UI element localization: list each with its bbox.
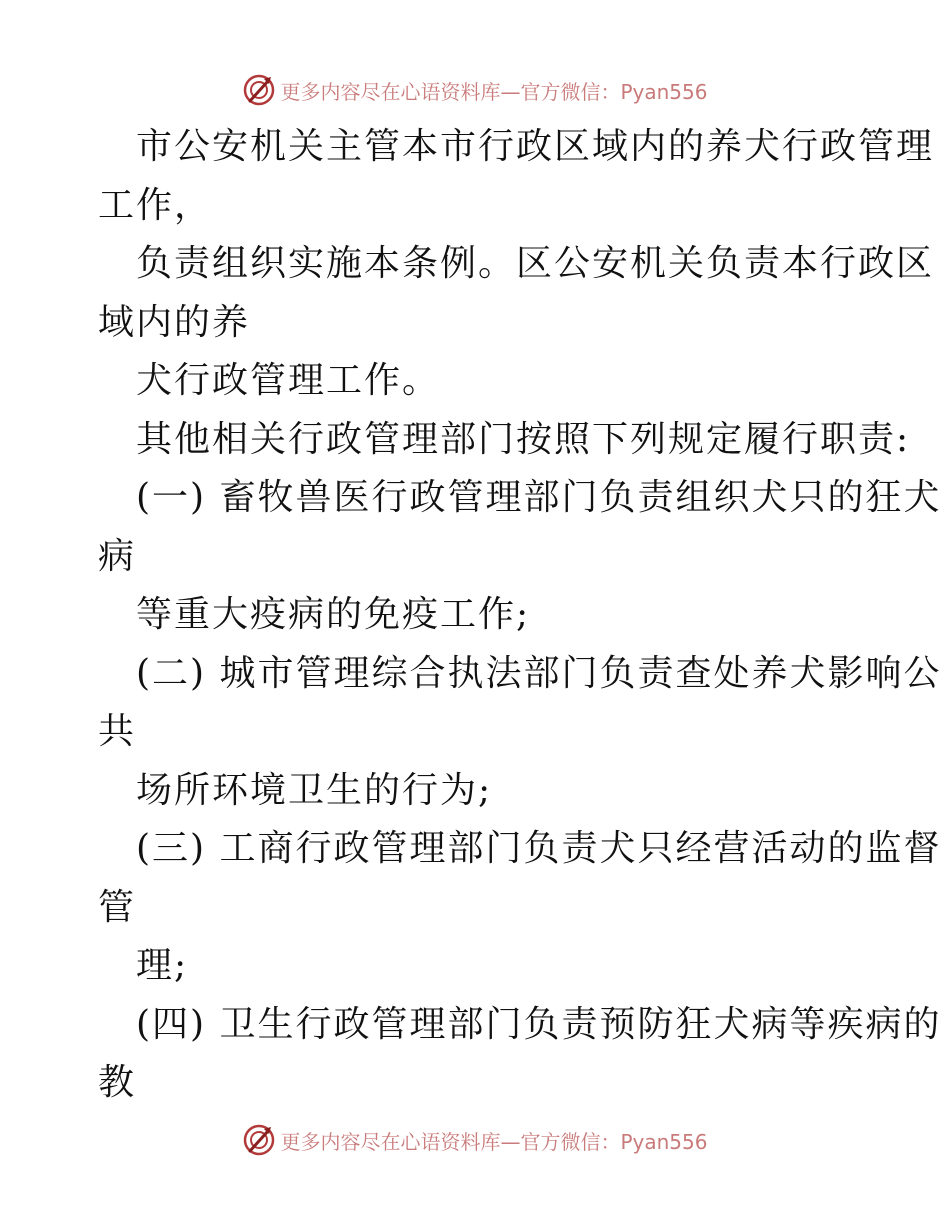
text-line: 理; bbox=[136, 945, 189, 986]
document-body bbox=[98, 118, 942, 1113]
text-line: 病 bbox=[98, 535, 137, 577]
text-line: 工作， bbox=[98, 184, 213, 226]
text-line: 教 bbox=[98, 1062, 137, 1103]
text-line: 犬行政管理工作。 bbox=[136, 360, 441, 401]
red-seal-logo-icon bbox=[242, 73, 276, 107]
red-seal-logo-icon bbox=[242, 1123, 276, 1157]
text-line: (二) 城市管理综合执法部门负责查处养犬影响公 bbox=[136, 652, 942, 694]
text-line: 共 bbox=[98, 711, 137, 752]
text-line: 负责组织实施本条例。区公安机关负责本行政区 bbox=[136, 243, 935, 284]
footer-banner bbox=[0, 1120, 950, 1160]
text-line: (一) 畜牧兽医行政管理部门负责组织犬只的狂犬 bbox=[136, 477, 942, 518]
text-line: 管 bbox=[98, 886, 137, 928]
text-line: 场所环境卫生的行为; bbox=[136, 769, 493, 811]
text-line: 市公安机关主管本市行政区域内的养犬行政管理 bbox=[136, 126, 935, 167]
text-line: (三) 工商行政管理部门负责犬只经营活动的监督 bbox=[136, 828, 942, 869]
text-line: 其他相关行政管理部门按照下列规定履行职责: bbox=[136, 418, 911, 460]
text-line: 等重大疫病的免疫工作; bbox=[136, 594, 531, 635]
text-line: 域内的养 bbox=[98, 301, 251, 343]
footer-banner-text: 更多内容尽在心语资料库—官方微信：Pyan556 bbox=[280, 1129, 708, 1154]
header-banner bbox=[0, 70, 950, 110]
header-banner-text: 更多内容尽在心语资料库—官方微信：Pyan556 bbox=[280, 79, 708, 104]
text-line: (四) 卫生行政管理部门负责预防狂犬病等疾病的 bbox=[136, 1003, 942, 1045]
